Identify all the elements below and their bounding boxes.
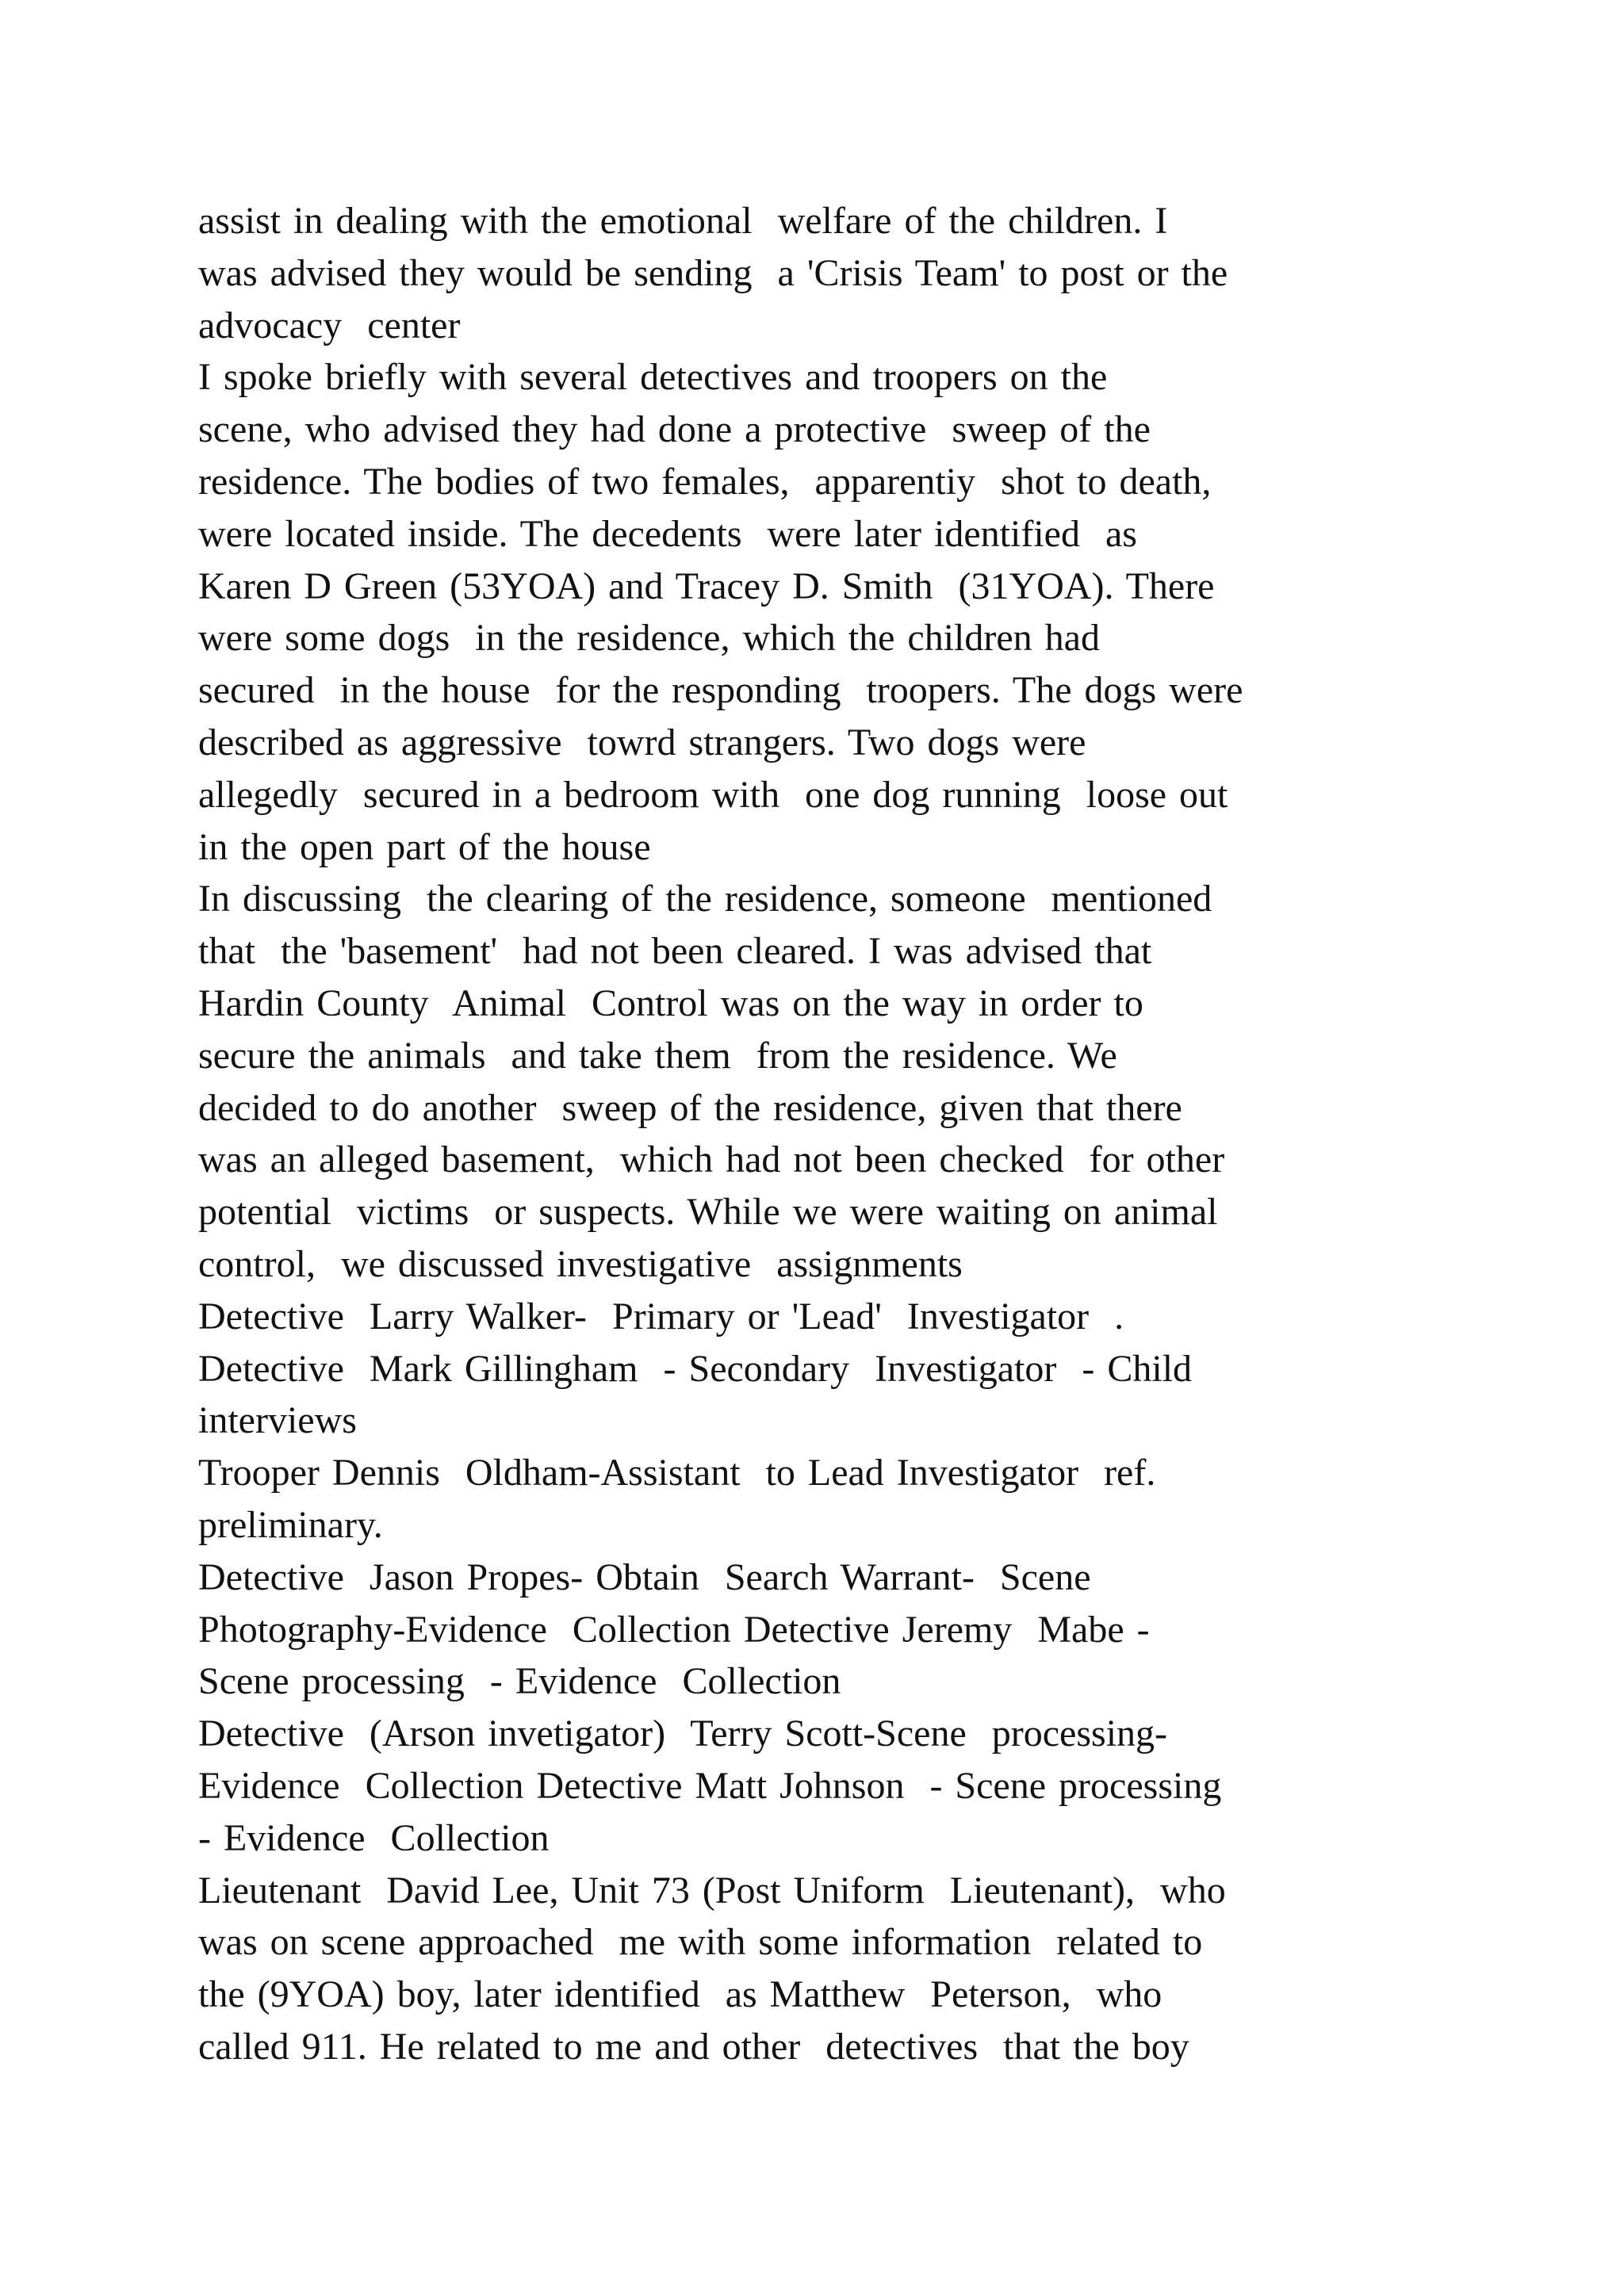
text-line: - Evidence Collection bbox=[198, 1816, 550, 1859]
text-line: decided to do another sweep of the residence, given that there bbox=[198, 1086, 1182, 1129]
text-line: Detective (Arson invetigator) Terry Scott-Scene processing- bbox=[198, 1712, 1168, 1755]
text-line: Trooper Dennis Oldham-Assistant to Lead Investigator ref. bbox=[198, 1452, 1156, 1494]
text-line: Detective Jason Propes- Obtain Search Warrant- Scene bbox=[198, 1556, 1091, 1598]
text-line: potential victims or suspects. While we were waiting on animal bbox=[198, 1191, 1218, 1234]
text-line: Karen D Green (53YOA) and Tracey D. Smith (31YOA). There bbox=[198, 564, 1215, 607]
text-line: Detective Mark Gillingham - Secondary Investigator - Child bbox=[198, 1347, 1193, 1390]
text-line: Photography-Evidence Collection Detective Jeremy Mabe - bbox=[198, 1608, 1150, 1651]
text-line: I spoke briefly with several detectives and troopers on the bbox=[198, 356, 1108, 399]
text-line: residence. The bodies of two females, apparentiy shot to death, bbox=[198, 460, 1212, 503]
text-line: that the 'basement' had not been cleared. I was advised that bbox=[198, 930, 1152, 973]
text-line: allegedly secured in a bedroom with one dog running loose out bbox=[198, 773, 1228, 816]
text-line: Hardin County Animal Control was on the way in order to bbox=[198, 982, 1143, 1024]
text-line: Evidence Collection Detective Matt Johnson - Scene processing bbox=[198, 1764, 1222, 1807]
text-line: was an alleged basement, which had not been checked for other bbox=[198, 1138, 1225, 1181]
body-text bbox=[198, 195, 1467, 2073]
text-line: were some dogs in the residence, which the children had bbox=[198, 617, 1100, 660]
text-line: assist in dealing with the emotional welfare of the children. I bbox=[198, 200, 1168, 242]
text-line: advocacy center bbox=[198, 304, 461, 346]
text-line: was on scene approached me with some information related to bbox=[198, 1921, 1203, 1964]
text-line: secure the animals and take them from the residence. We bbox=[198, 1034, 1117, 1077]
text-line: preliminary. bbox=[198, 1503, 383, 1546]
text-line: interviews bbox=[198, 1399, 357, 1442]
text-line: In discussing the clearing of the residence, someone mentioned bbox=[198, 878, 1212, 920]
text-line: control, we discussed investigative assignments bbox=[198, 1242, 963, 1285]
text-line: called 911. He related to me and other detectives that the boy bbox=[198, 2025, 1189, 2068]
text-line: Lieutenant David Lee, Unit 73 (Post Uniform Lieutenant), who bbox=[198, 1869, 1226, 1911]
text-line: in the open part of the house bbox=[198, 825, 651, 868]
text-line: scene, who advised they had done a protective sweep of the bbox=[198, 408, 1151, 451]
text-line: the (9YOA) boy, later identified as Matthew Peterson, who bbox=[198, 1973, 1162, 2016]
text-line: was advised they would be sending a 'Crisis Team' to post or the bbox=[198, 251, 1228, 294]
text-line: Detective Larry Walker- Primary or 'Lead' Investigator . bbox=[198, 1295, 1124, 1337]
text-line: described as aggressive towrd strangers. Two dogs were bbox=[198, 721, 1086, 763]
text-line: secured in the house for the responding troopers. The dogs were bbox=[198, 669, 1243, 712]
text-line: were located inside. The decedents were later identified as bbox=[198, 512, 1137, 555]
text-line: Scene processing - Evidence Collection bbox=[198, 1660, 841, 1703]
